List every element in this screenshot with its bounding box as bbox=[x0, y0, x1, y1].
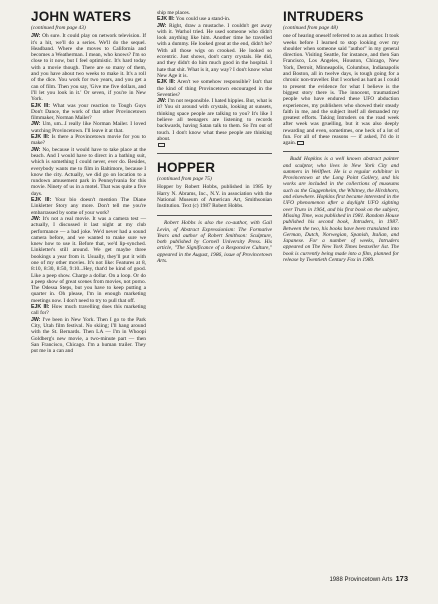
interview-text: Is there a Provincetown movie for you to make? bbox=[31, 134, 146, 147]
interview-text: Oh sure. It could play on network television. If it's a hit, we'll do a series. We'll do the sequel. Headband. Where she moves to California and becomes a Weatherman. I mean, who knows? I'm so close to it now, but I feel optimistic. It's hard today with a movie though. There are so many of them, and you have about two weeks to make it. It's a roll of the dice. You work for two years, and you get a can of film. Then you say, 'Give me five dollars, and I'll let you look in it.' Or seven, if you're in New York. bbox=[31, 33, 146, 103]
speaker-label: JW: bbox=[31, 121, 41, 128]
interview-paragraph bbox=[31, 317, 146, 355]
interview-text: ship me places. bbox=[157, 10, 191, 16]
column-middle bbox=[157, 10, 272, 264]
intruders-bio: Budd Hopkins is a well known abstract painter and sculptor, who lives in New York City and summers in Wellfleet. He is a regular exhibitor in Provincetown at the Long Point Gallery, and his works are included in the collections of museums such as the Guggenheim, the Whitney, the Hirshhorn, and elsewhere. Hopkins first became interested in the UFO phenomenon after a daylight UFO sighting over Truro in 1964, and his first book on the subject, Missing Time, was published in 1981. Random House published his second book, Intruders, in 1987. Between the two, his books have been translated into German, Dutch, Norwegian, Spanish, Italian, and Japanese. For a number of weeks, Intruders appeared on The New York Times bestseller list. The book is currently being made into a film, planned for release by Twentieth Century Fox in 1989. bbox=[283, 156, 399, 263]
speaker-label: EJK III: bbox=[31, 197, 52, 204]
section-divider bbox=[157, 153, 272, 154]
end-mark-icon bbox=[158, 143, 165, 147]
interview-text: It's not a real movie. It was a camera test — actually, I discussed it last night at my club performance — a bad joke. We'd never had a sound camera before, and we wanted to make sure we knew how to use it. Before that, we'd lip-synched. Linkletter's still around. We get maybe three bookings a year from it. Usually, they'll put it with one of my other movies. It's not like: Features at 8, 8:10, 8:30, 8:50, 9:10...Hey, that'd be kind of good. Like a peep show. Charge a dollar. On a loop. Or do a peep show of great scenes from movies, not porno. The Odessa Steps, but you have to keep putting a quarter in. Oh please, I'm in enough marketing meetings now. I don't need to try to pull that off. bbox=[31, 215, 146, 304]
interview-paragraph bbox=[157, 79, 272, 98]
interview-text: No, because it would have to take place at the beach. And I would have to direct in a bathing suit, which is something I could never, ever do. Besides, everybody wants me to film in Baltimore, because I know the city. Actually, we did go on location to a rundown amusement park in Pennsylvania for this movie. Ninety of us in a motel. That was quite a five days. bbox=[31, 146, 146, 197]
interview-text: Aren't we somehow responsible? Isn't that the kind of thing Provincetown encouraged in the Seventies? bbox=[157, 79, 272, 98]
hopper-title: HOPPER bbox=[157, 160, 216, 176]
interview-paragraph bbox=[31, 33, 146, 102]
waters-interview-part1 bbox=[31, 33, 146, 354]
interview-paragraph bbox=[31, 121, 146, 134]
page-footer bbox=[329, 574, 408, 583]
intruders-continued: (continued from page 48) bbox=[283, 25, 338, 31]
interview-text: I'm not responsible. I hated hippies. But, what is it? You sit around with crystals, looking at sunsets, thinking space people are talking to you? It's like I believe all teenagers are listening to records backwards, having Satan talk to them. So I'm out of touch. I don't know what these people are thinking about. bbox=[157, 98, 272, 142]
interview-paragraph bbox=[157, 98, 272, 142]
intruders-body: one of hearing oneself referred to as an author. It took weeks before I learned to stop looking over my shoulder when someone said "author" in my general direction. Visiting Seattle, for instance, and then San Francisco, Los Angeles, Houston, Chicago, New York, Detroit, Minneapolis, Columbus, Indianapolis and Boston, all in twelve days, is tough going for a chronic non-traveller. But I worked as hard as I could to present the evidence for what I believe is the biggest story there is. The innocent, traumatized people who have endured these UFO abduction experiences, my publishers who showed their steady faith in me, and the subject itself all demanded my greatest efforts. Taking Intruders on the road week after week was gruelling, but it was also deeply rewarding and even, sometimes, one heck of a lot of fun. For all of these reasons — if asked, I'd do it again. bbox=[283, 33, 400, 147]
end-mark-icon bbox=[297, 141, 304, 145]
waters-title: JOHN WATERS bbox=[31, 9, 132, 24]
interview-text: How much travelling does this marketing call for? bbox=[31, 304, 146, 317]
speaker-label: JW: bbox=[31, 33, 41, 40]
interview-paragraph bbox=[157, 23, 272, 80]
interview-paragraph bbox=[31, 197, 146, 216]
column-right bbox=[283, 10, 399, 263]
interview-text: What was your reaction to Tough Guys Don't Dance, the work of that other Provincetown filmmaker, Norman Mailer? bbox=[31, 102, 146, 122]
footer-publication: 1988 Provincetown Arts bbox=[329, 577, 393, 583]
interview-text: I've been in New York. Then I go to the Park City, Utah film festival. No skiing; I'll hang around with the St. Bernards. Then LA — I'm in Whoopi Goldberg's new movie, a two-minute part — then San Francisco, Chicago. I'm a human trailer. They put me in a can and bbox=[31, 316, 146, 355]
speaker-label: JW: bbox=[157, 22, 167, 29]
waters-interview-part2 bbox=[157, 10, 272, 142]
section-divider bbox=[283, 151, 399, 152]
speaker-label: EJK III: bbox=[31, 134, 50, 141]
interview-paragraph bbox=[31, 216, 146, 304]
interview-paragraph bbox=[31, 304, 146, 317]
hopper-bio: Robert Hobbs is also the co-author, with Gail Levin, of Abstract Expressionism: The Formative Years and author of Robert Smithson: Sculpture, both published by Cornell University Press. His article, "The Significance of a Responsive Culture," appeared in the August, 1986, issue of Provincetown Arts. bbox=[157, 220, 272, 264]
speaker-label: EJK III: bbox=[31, 304, 50, 311]
speaker-label: JW: bbox=[31, 146, 41, 153]
hopper-continued: (continued from page 75) bbox=[157, 176, 212, 183]
intruders-title: INTRUDERS bbox=[283, 9, 364, 24]
section-divider bbox=[157, 215, 272, 216]
interview-paragraph bbox=[31, 134, 146, 147]
speaker-label: JW: bbox=[31, 215, 41, 222]
interview-text: Your bio doesn't mention The Diane Linkletter Story any more. Don't tell me you're embarrassed by some of your work? bbox=[31, 197, 146, 216]
interview-text: Right, draw a mustache. I couldn't get away with it. Warhol tried. He used someone who didn't look anything like him. Another time he travelled with a dummy. He looked great at the end, didn't he? With all those wigs on crooked. He looked so eccentric. Just shows, don't carry crystals. He did, and they didn't do him much good in the hospital. I hate that shit. What is it, any way? I don't know what New Age it is. bbox=[157, 22, 272, 79]
interview-paragraph bbox=[31, 147, 146, 197]
speaker-label: EJK III: bbox=[157, 16, 175, 23]
page-number: 173 bbox=[395, 574, 408, 583]
speaker-label: JW: bbox=[31, 316, 41, 323]
speaker-label: EJK III: bbox=[31, 102, 51, 109]
interview-text: You could use a stand-in. bbox=[175, 16, 231, 23]
hopper-credit: Hopper by Robert Hobbs, published in 1985 by Harry N. Abrams, Inc., N.Y. in association with the National Museum of American Art, Smithsonian Institution. Text (c) 1987 Robert Hobbs. bbox=[157, 184, 272, 210]
speaker-label: EJK III: bbox=[157, 79, 176, 86]
interview-text: Um, um...I really like Norman Mailer. I loved watching Provincetown. I'll leave it at that. bbox=[31, 121, 146, 134]
column-left bbox=[31, 10, 146, 354]
speaker-label: JW: bbox=[157, 98, 167, 105]
waters-continued: (continued from page 43) bbox=[31, 25, 86, 31]
interview-paragraph bbox=[31, 103, 146, 122]
